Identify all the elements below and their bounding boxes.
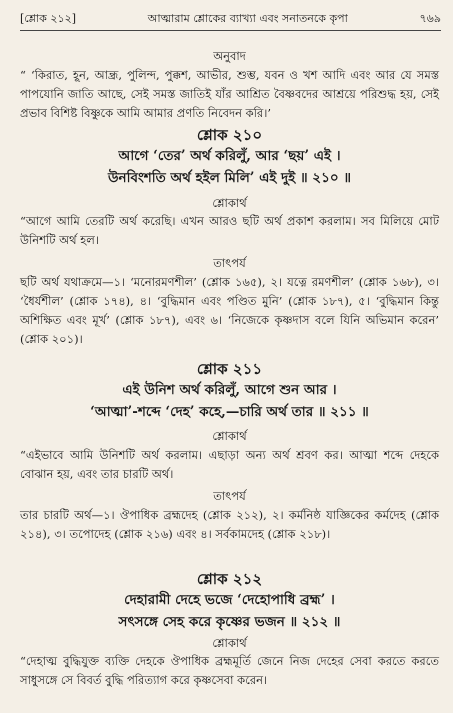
sloka-210-line-2: উনবিংশতি অর্থ হইল মিলি’ এই দুই ॥ ২১০ ॥	[108, 170, 351, 186]
sloka-211-tatparya-heading: তাৎপর্য	[213, 489, 246, 503]
sloka-211-slokartha-heading: শ্লোকার্থ	[212, 429, 247, 443]
sloka-211-number: শ্লোক ২১১	[196, 360, 263, 378]
running-header	[20, 10, 441, 29]
sloka-210-number: শ্লোক ২১০	[196, 126, 263, 144]
header-rule	[20, 30, 441, 31]
page-number: ৭৬৯	[419, 12, 441, 25]
sloka-212-slokartha: “দেহাত্ম বুদ্ধিযুক্ত ব্যক্তি দেহকে ঔপাধিক ব্রহ্মমূর্তি জেনে নিজ দেহের সেবা করতে করতে সাধুসঙ্গে সে বিবর্ত বুদ্ধি পরিত্যাগ করে কৃষ্ণসেবা করেন।	[20, 654, 439, 687]
sloka-210-line-1: আগে ‘তের’ অর্থ করিলুঁ, আর ‘ছয়’ এই ।	[118, 148, 341, 164]
sloka-210-slokartha-heading: শ্লোকার্থ	[212, 196, 247, 210]
sloka-210-tatparya-heading: তাৎপর্য	[213, 256, 246, 270]
sloka-212-slokartha-heading: শ্লোকার্থ	[212, 636, 247, 650]
chapter-title: আত্মারাম শ্লোকের ব্যাখ্যা এবং সনাতনকে কৃপা	[147, 12, 348, 25]
sloka-210-slokartha: “আগে আমি তেরটি অর্থ করেছি। এখন আরও ছটি অর্থ প্রকাশ করলাম। সব মিলিয়ে মোট উনিশটি অর্থ হল।	[20, 214, 439, 247]
sloka-212-number: শ্লোক ২১২	[196, 570, 263, 588]
anubad-text: “ ‘কিরাত, হূন, আন্ধ্র, পুলিন্দ, পুক্কশ, আভীর, শুম্ভ, যবন ও খশ আদি এবং আর যে সমস্ত পাপযোনি জাতি আছে, সেই সমস্ত জাতিই যাঁর আশ্রিত বৈষ্ণবদের আশ্রয়ে পরিশুদ্ধ হয়, সেই প্রভাব বিশিষ্ট বিষ্ণুকে আমি আমার প্রণতি নিবেদন করি।’	[20, 68, 439, 120]
sloka-210-tatparya: ছটি অর্থ যথাক্রমে—১। ‘মনোরমণশীল’ (শ্লোক ১৬৫), ২। যত্নে রমণশীল’ (শ্লোক ১৬৮), ৩। ‘ধৈর্যশীল’ (শ্লোক ১৭৪), ৪। ‘বুদ্ধিমান এবং পণ্ডিত মুনি’ (শ্লোক ১৮৭), ৫। ‘বুদ্ধিমান কিন্তু অশিক্ষিত এবং মূর্খ’ (শ্লোক ১৮৭), এবং ৬। ‘নিজেকে কৃষ্ণদাস বলে যিনি অভিমান করেন’ (শ্লোক ২০১)।	[20, 275, 439, 346]
anubad-heading: অনুবাদ	[213, 49, 246, 63]
sloka-211-tatparya: তার চারটি অর্থ—১। ঔপাধিক ব্রহ্মদেহ (শ্লোক ২১২), ২। কর্মনিষ্ঠ যাজ্ঞিকের কর্মদেহ (শ্লোক ২১৪), ৩। তপোদেহ (শ্লোক ২১৬) এবং ৪। সর্বকামদেহ (শ্লোক ২১৮)।	[20, 508, 439, 541]
sloka-212-line-1: দেহারামী দেহে ভজে ‘দেহোপাধি ব্রহ্ম’ ।	[124, 592, 335, 608]
sloka-211-line-2: ‘আত্মা’-শব্দে ‘দেহ’ কহে,—চারি অর্থ তার ॥ ২১১ ॥	[90, 404, 369, 420]
sloka-211-line-1: এই উনিশ অর্থ করিলুঁ, আগে শুন আর ।	[122, 382, 337, 398]
header-sloka-ref: [শ্লোক ২১২]	[20, 12, 77, 25]
sloka-212-line-2: সৎসঙ্গে সেহ করে কৃষ্ণের ভজন ॥ ২১২ ॥	[118, 614, 341, 630]
sloka-211-slokartha: “এইভাবে আমি উনিশটি অর্থ করলাম। এছাড়া অন্য অর্থ শ্রবণ কর। আত্মা শব্দে দেহকে বোঝান হয়, এবং তার চারটি অর্থ।	[20, 448, 439, 481]
